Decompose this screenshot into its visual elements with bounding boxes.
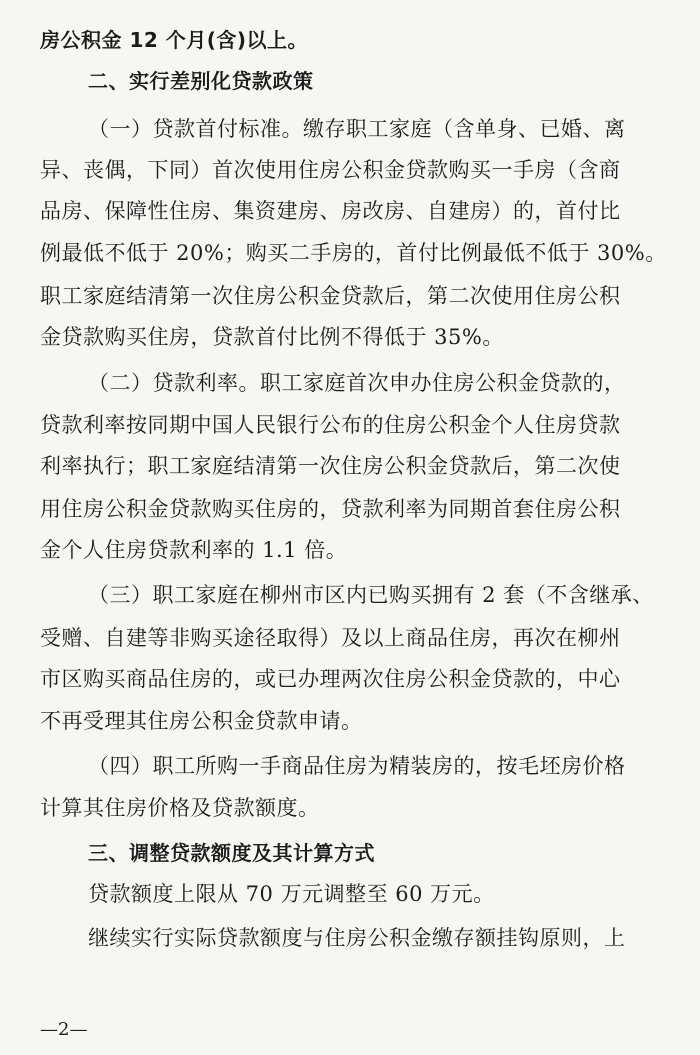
paragraph-3-line-3: 市区购买商品住房的，或已办理两次住房公积金贷款的，中心 bbox=[40, 667, 621, 691]
paragraph-2-line-2: 贷款利率按同期中国人民银行公布的住房公积金个人住房贷款 bbox=[40, 413, 621, 437]
paragraph-1-line-3: 品房、保障性住房、集资建房、房改房、自建房）的，首付比 bbox=[40, 199, 621, 223]
paragraph-4-line-1: （四）职工所购一手商品住房为精装房的，按毛坯房价格 bbox=[88, 754, 626, 778]
paragraph-2-line-1: （二）贷款利率。职工家庭首次申办住房公积金贷款的， bbox=[88, 371, 626, 395]
paragraph-4-line-2: 计算其住房价格及贷款额度。 bbox=[40, 796, 320, 820]
section-heading-2: 二、实行差别化贷款政策 bbox=[88, 69, 314, 93]
paragraph-2-line-3: 利率执行；职工家庭结清第一次住房公积金贷款后，第二次使 bbox=[40, 454, 621, 478]
paragraph-1-line-1: （一）贷款首付标准。缴存职工家庭（含单身、已婚、离 bbox=[88, 117, 626, 141]
paragraph-1-line-4: 例最低不低于 20%；购买二手房的，首付比例最低不低于 30%。 bbox=[40, 241, 667, 265]
paragraph-3-line-1: （三）职工家庭在柳州市区内已购买拥有 2 套（不含继承、 bbox=[88, 583, 654, 607]
paragraph-2-line-4: 用住房公积金贷款购买住房的，贷款利率为同期首套住房公积 bbox=[40, 497, 621, 521]
paragraph-1-line-2: 异、丧偶，下同）首次使用住房公积金贷款购买一手房（含商 bbox=[40, 158, 621, 182]
paragraph-1-line-5: 职工家庭结清第一次住房公积金贷款后，第二次使用住房公积 bbox=[40, 284, 621, 308]
text-line: 房公积金 12 个月(含)以上。 bbox=[40, 28, 309, 52]
paragraph-3-line-2: 受赠、自建等非购买途径取得）及以上商品住房，再次在柳州 bbox=[40, 626, 621, 650]
section-heading-3: 三、调整贷款额度及其计算方式 bbox=[88, 841, 375, 865]
paragraph-3-line-4: 不再受理其住房公积金贷款申请。 bbox=[40, 709, 363, 733]
page-number: —2— bbox=[40, 1019, 88, 1040]
paragraph-6-line-1: 继续实行实际贷款额度与住房公积金缴存额挂钩原则，上 bbox=[88, 926, 626, 950]
paragraph-1-line-6: 金贷款购买住房，贷款首付比例不得低于 35%。 bbox=[40, 325, 504, 349]
paragraph-5-line-1: 贷款额度上限从 70 万元调整至 60 万元。 bbox=[88, 882, 495, 906]
paragraph-2-line-5: 金个人住房贷款利率的 1.1 倍。 bbox=[40, 538, 348, 562]
